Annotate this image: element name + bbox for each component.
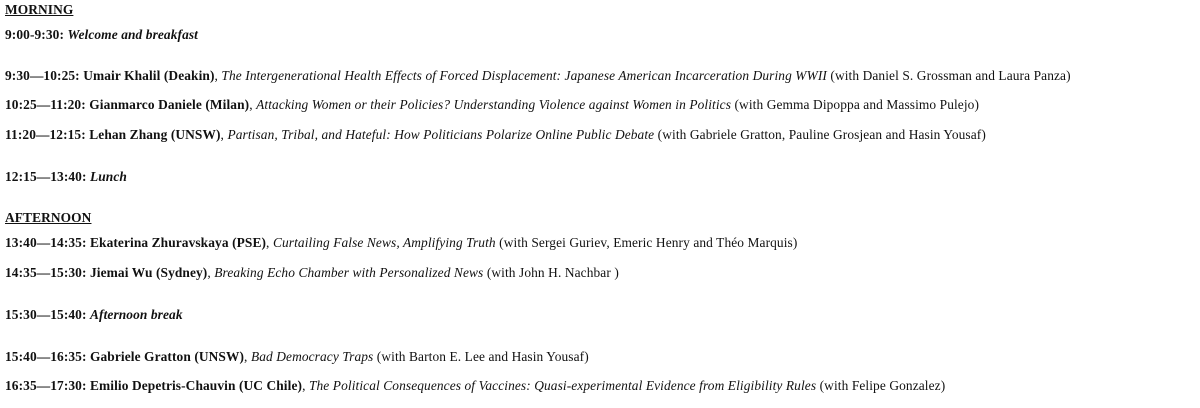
session-time: 12:15—13:40: (5, 169, 87, 184)
coauthors: (with Felipe Gonzalez) (819, 378, 946, 393)
session-title: Afternoon break (89, 307, 183, 322)
paper-title: The Political Consequences of Vaccines: Quasi-experimental Evidence from Eligibility Rules (308, 378, 817, 393)
session-title: Lunch (89, 169, 127, 184)
paper-title: Partisan, Tribal, and Hateful: How Politicians Polarize Online Public Debate (227, 127, 655, 142)
speaker-name: Lehan Zhang (UNSW) (89, 127, 221, 142)
speaker-name: Jiemai Wu (Sydney) (89, 265, 208, 280)
session-time: 10:25—11:20: (5, 97, 86, 112)
session-title: Welcome and breakfast (67, 27, 199, 42)
paper-title: Attacking Women or their Policies? Understanding Violence against Women in Politics (256, 97, 732, 112)
schedule-item-talk (5, 127, 986, 143)
separator-comma: , (302, 378, 309, 393)
speaker-name: Gianmarco Daniele (Milan) (89, 97, 250, 112)
section-heading-morning: MORNING (5, 2, 74, 17)
speaker-name: Emilio Depetris-Chauvin (UC Chile) (89, 378, 303, 393)
speaker-name: Ekaterina Zhuravskaya (PSE) (89, 235, 267, 250)
schedule-item-talk (5, 235, 797, 251)
session-time: 11:20—12:15: (5, 127, 86, 142)
session-time: 13:40—14:35: (5, 235, 87, 250)
separator-comma: , (214, 68, 222, 83)
session-time: 9:00-9:30: (5, 27, 65, 42)
session-time: 14:35—15:30: (5, 265, 87, 280)
section-heading-afternoon: AFTERNOON (5, 210, 92, 225)
coauthors: (with Barton E. Lee and Hasin Yousaf) (376, 349, 589, 364)
speaker-name: Umair Khalil (Deakin) (83, 68, 215, 83)
paper-title: Bad Democracy Traps (250, 349, 374, 364)
separator-comma: , (220, 127, 228, 142)
session-time: 15:40—16:35: (5, 349, 87, 364)
schedule-item-talk (5, 68, 1071, 84)
speaker-name: Gabriele Gratton (UNSW) (89, 349, 245, 364)
paper-title: Breaking Echo Chamber with Personalized News (214, 265, 484, 280)
separator-comma: , (266, 235, 273, 250)
separator-comma: , (249, 97, 257, 112)
separator-comma: , (207, 265, 215, 280)
schedule-item-talk (5, 349, 589, 365)
schedule-item-welcome (5, 27, 198, 43)
session-time: 15:30—15:40: (5, 307, 87, 322)
schedule-item-break (5, 307, 183, 323)
schedule-item-lunch (5, 169, 127, 185)
separator-comma: , (244, 349, 251, 364)
schedule-item-talk (5, 97, 979, 113)
paper-title: Curtailing False News, Amplifying Truth (272, 235, 496, 250)
coauthors: (with Sergei Guriev, Emeric Henry and Théo Marquis) (499, 235, 798, 250)
session-time: 16:35—17:30: (5, 378, 87, 393)
coauthors: (with John H. Nachbar ) (486, 265, 619, 280)
coauthors: (with Gemma Dipoppa and Massimo Pulejo) (734, 97, 980, 112)
coauthors: (with Daniel S. Grossman and Laura Panza) (830, 68, 1071, 83)
coauthors: (with Gabriele Gratton, Pauline Grosjean and Hasin Yousaf) (657, 127, 986, 142)
session-time: 9:30—10:25: (5, 68, 80, 83)
schedule-item-talk (5, 265, 619, 281)
schedule-item-talk (5, 378, 945, 394)
paper-title: The Intergenerational Health Effects of Forced Displacement: Japanese American Incarceration During WWII (221, 68, 827, 83)
